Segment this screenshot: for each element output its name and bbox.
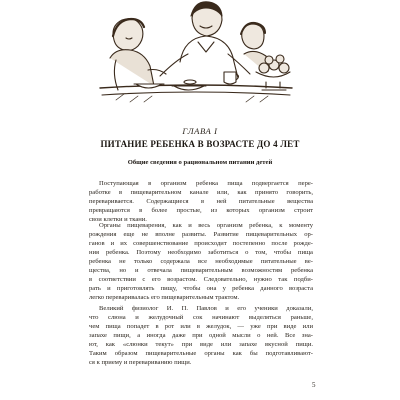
text-line: работке в пищеварительном канале или, как принято говорить, [89,189,313,197]
text-line: что слюна и желудочный сок начинают выделяться раньше, [89,314,313,322]
text-line: свои клетки и ткани. [89,216,147,224]
text-line: Органы пищеварения, как и весь организм ребенка, к моменту [99,222,313,229]
text-line: легко переваривалась его пищеварительным трактом. [89,294,240,302]
text-line: рождения еще не вполне развиты. Развитие пищеварительных ор- [89,231,313,239]
text-line: щества, но и отвечала пищеварительным возможностям ребенка [89,267,313,275]
text-line: запахе пищи, а иногда даже при одной мысли о ней. Все зна- [89,332,313,340]
chapter-label: ГЛАВА I [182,126,218,136]
text-line: Таким образом пищеварительные органы как бы подготавливают- [89,350,313,358]
text-line: ганов и их совершенствование происходит постепенно после рожде- [89,240,313,248]
text-line: Поступающая в организм ребенка пища подвергается пере- [99,180,313,187]
paragraph-1 [89,179,313,224]
text-line: рать и приготовлять пищу, чтобы она у ребенка данного возраста [89,285,313,293]
paragraph-2 [89,221,313,302]
paragraph-3 [89,304,313,367]
text-line: превращаются в более простые, из которых организм строит [89,207,313,215]
section-title: Общие сведения о рациональном питании детей [127,159,273,166]
text-line: чем пища попадет в рот или в желудок, — уже при виде или [89,323,313,331]
text-line: ребенка не только содержала все необходимые питательные ве- [89,258,313,266]
text-line: переваривается. Содержащиеся в ней питательные вещества [89,198,313,206]
text-line: Великий физиолог И. П. Павлов и его ученики доказали, [99,305,313,312]
text-line: в соответствии с его возрастом. Следовательно, нужно так подби- [89,276,313,284]
text-line: ния ребенка. Поэтому необходимо заботиться о том, чтобы пища [89,249,313,257]
page-number: 5 [312,381,316,389]
text-line: ся к приему и перевариванию пищи. [89,359,192,367]
chapter-title: ПИТАНИЕ РЕБЕНКА В ВОЗРАСТЕ ДО 4 ЛЕТ [100,139,300,149]
text-line: ют, как «слюнки текут» при виде или запахе вкусной пищи. [89,341,313,349]
illustration-drawing [96,0,296,113]
family-dinner-illustration [96,0,296,113]
